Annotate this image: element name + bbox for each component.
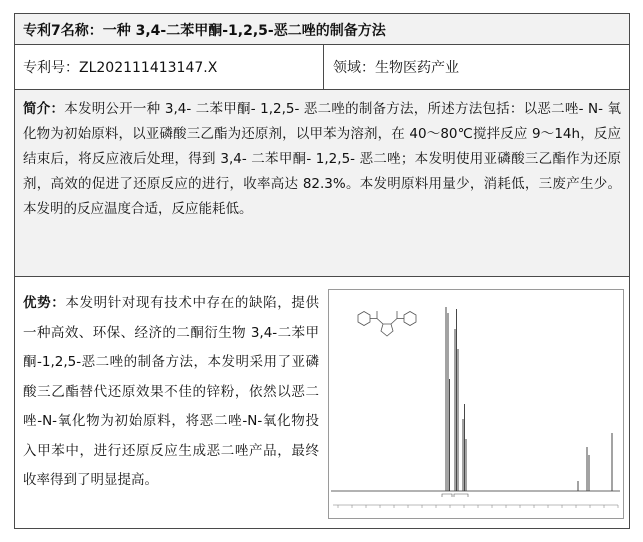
abstract-row bbox=[15, 90, 629, 277]
advantage-text bbox=[23, 289, 319, 496]
abstract-body: 本发明公开一种 3,4- 二苯甲酮- 1,2,5- 恶二唑的制备方法，所述方法包括：以恶二唑- N- 氧化物为初始原料，以亚磷酸三乙酯为还原剂，以甲苯为溶剂，在 40～80℃搅拌反应 9～14h，反应结束后，将反应液后处理，得到 3,4- 二苯甲酮- 1,2,5- 恶二唑；本发明使用亚磷酸三乙酯作为还原剂，高效的促进了还原反应的进行，收率高达 82.3%。本发明原料用量少，消耗低，三废产生少。本发明的反应温度合适，反应能耗低。 bbox=[23, 101, 621, 217]
meta-row bbox=[15, 45, 629, 90]
advantage-row bbox=[15, 277, 629, 528]
patent-number: 专利号：ZL202111413147.X bbox=[23, 60, 218, 76]
nmr-spectrum-svg bbox=[328, 289, 624, 519]
patent-title: 专利7名称：一种 3,4-二苯甲酮-1,2,5-恶二唑的制备方法 bbox=[23, 23, 386, 39]
advantage-label: 优势： bbox=[23, 295, 66, 311]
patent-domain: 领域：生物医药产业 bbox=[333, 60, 459, 76]
spectrum-frame bbox=[329, 290, 624, 519]
abstract-text bbox=[23, 97, 621, 222]
abstract-label: 简介： bbox=[23, 101, 65, 117]
meta-divider bbox=[323, 45, 324, 90]
title-row bbox=[15, 14, 629, 45]
nmr-spectrum-image bbox=[328, 289, 624, 519]
patent-card bbox=[14, 13, 630, 529]
advantage-body: 本发明针对现有技术中存在的缺陷，提供一种高效、环保、经济的二酮衍生物 3,4-二苯甲酮-1,2,5-恶二唑的制备方法，本发明采用了亚磷酸三乙酯替代还原效果不佳的锌粉，依然以恶二唑-N-氧化物为初始原料，将恶二唑-N-氧化物投入甲苯中，进行还原反应生成恶二唑产品，最终收率得到了明显提高。 bbox=[23, 295, 319, 488]
